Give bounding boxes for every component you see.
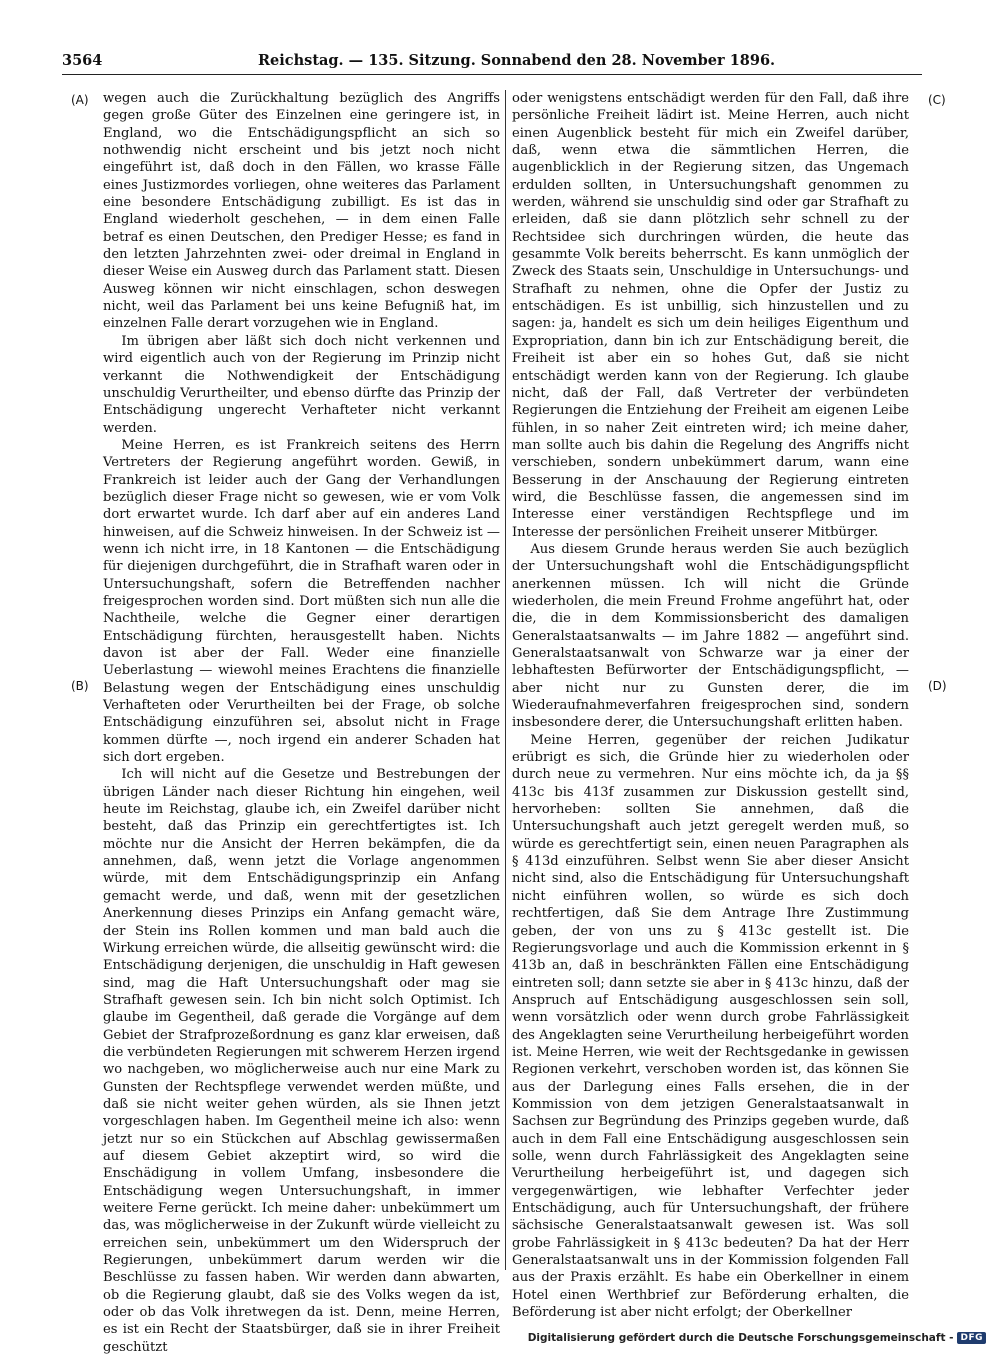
margin-marker-d: (D) bbox=[928, 679, 947, 693]
margin-marker-b: (B) bbox=[71, 679, 89, 693]
page-number: 3564 bbox=[62, 52, 103, 69]
paragraph: oder wenigstens entschädigt werden für den Fall, daß ihre persönliche Freiheit lädirt ist. Meine Herren, auch nicht einen Augenblick besteht für mich ein Zweifel darüber, daß, wenn etwa die sämmtlichen Herren, die augenblicklich in der Regierung sitzen, das Ungemach erdulden sollten, in Untersuchungshaft genommen zu werden, während sie unschuldig sind oder gar Strafhaft zu erleiden, daß sie dann plötzlich sehr schnell zu der Rechtsidee sich durchringen würden, die heute das gesammte Volk bereits beherrscht. Es kann unmöglich der Zweck des Staats sein, Unschuldige in Untersuchungs- und Strafhaft zu nehmen, ohne die Opfer der Justiz zu entschädigen. Es ist unbillig, sich hinzustellen und zu sagen: ja, handelt es sich um dein heiliges Eigenthum und Expropriation, dann bin ich zur Entschädigung bereit, die Freiheit ist aber ein so hohes Gut, daß sie nicht entschädigt werden kann von der Regierung. Ich glaube nicht, daß der Fall, daß Vertreter der verbündeten Regierungen die Entziehung der Freiheit am eigenen Leibe fühlen, in so naher Zeit eintreten wird; ich meine daher, man sollte auch bis dahin die Regelung des Angriffs nicht verschieben, sondern unbekümmert darum, wann eine Besserung in der Anschauung der Regierung eintreten wird, die Beschlüsse fassen, die angemessen sind im Interesse einer verständigen Rechtspflege und im Interesse der persönlichen Freiheit unserer Mitbürger. bbox=[512, 91, 909, 540]
digitization-footer bbox=[528, 1330, 986, 1346]
margin-marker-c: (C) bbox=[928, 93, 946, 107]
column-divider bbox=[505, 90, 506, 1270]
paragraph: Ich will nicht auf die Gesetze und Bestrebungen der übrigen Länder nach dieser Richtung hin eingehen, weil heute im Reichstag, glaube ich, ein Zweifel darüber nicht besteht, daß das Prinzip ein gerechtfertigtes ist. Ich möchte nur die Ansicht der Herren bekämpfen, die da annehmen, daß, wenn jetzt die Vorlage angenommen würde, mit dem Entschädigungsprinzip ein Anfang gemacht werde, und daß, wenn mit der gesetzlichen Anerkennung dieses Prinzips ein Anfang gemacht wäre, der Stein ins Rollen kommen und man bald auch die Wirkung erreichen würde, die allseitig gewünscht wird: die Entschädigung derjenigen, die unschuldig in Haft gewesen sind, mag die Haft Untersuchungshaft oder mag sie Strafhaft gewesen sein. Ich bin nicht solch Optimist. Ich glaube im Gegentheil, daß gerade die Vorgänge auf dem Gebiet der Strafprozeßordnung es ganz klar erweisen, daß die verbündeten Regierungen mit schwerem Herzen irgend wo nachgeben, wo möglicherweise auch nur eine Mark zu Gunsten der Rechtspflege verwendet werden müßte, und daß sie nicht weiter gehen würden, als sie Ihnen jetzt vorgeschlagen haben. Im Gegentheil meine ich also: wenn jetzt nur so ein Stückchen auf Abschlag gewissermaßen auf diesem Gebiet akzeptirt wird, so wird die Enschädigung in vollem Umfang, insbesondere die Entschädigung wegen Untersuchungshaft, in immer weitere Ferne gerückt. Ich meine daher: unbekümmert um das, was möglicherweise in der Zukunft würde vielleicht zu erreichen sein, unbekümmert um den Widerspruch der Regierungen, unbekümmert darum werden wir die Beschlüsse zu fassen haben. Wir werden dann abwarten, ob die Regierung glaubt, daß sie des Volks wegen da ist, oder ob das Volk ihretwegen da ist. Denn, meine Herren, es ist ein Recht der Staatsbürger, daß sie in ihrer Freiheit geschützt bbox=[103, 767, 500, 1355]
paragraph: Meine Herren, gegenüber der reichen Judikatur erübrigt es sich, die Gründe hier zu wiederholen oder durch neue zu vermehren. Nur eins möchte ich, da ja §§ 413c bis 413f zusammen zur Diskussion gestellt sind, hervorheben: sollten Sie annehmen, daß die Untersuchungshaft auch jetzt geregelt werden muß, so würde es gerechtfertigt sein, einen neuen Paragraphen als § 413d einzuführen. Selbst wenn Sie aber dieser Ansicht nicht sind, also die Entschädigung für Untersuchungshaft nicht einführen wollen, so würde es sich doch rechtfertigen, daß Sie dem Antrage Ihre Zustimmung geben, der von uns zu § 413c gestellt ist. Die Regierungsvorlage und auch die Kommission erkennt in § 413b an, daß in beschränkten Fällen eine Entschädigung eintreten soll; dann setzte sie aber in § 413c hinzu, daß der Anspruch auf Entschädigung ausgeschlossen sein soll, wenn vorsätzlich oder wenn durch grobe Fahrlässigkeit des Angeklagten seine Verurtheilung herbeigeführt worden ist. Meine Herren, wie weit der Rechtsgedanke in gewissen Regionen verkehrt, verschoben worden ist, das können Sie aus der Darlegung eines Falls ersehen, die in der Kommission von dem jetzigen Generalstaatsanwalt in Sachsen zur Begründung des Prinzips gegeben wurde, daß auch in dem Fall eine Entschädigung ausgeschlossen sein solle, wenn durch Fahrlässigkeit des Angeklagten seine Verurtheilung herbeigeführt ist, und dagegen sich vergegenwärtigen, wie lebhafter Verfechter jeder Entschädigung, auch für Untersuchungshaft, der frühere sächsische Generalstaatsanwalt gewesen ist. Was soll grobe Fahrlässigkeit in § 413c bedeuten? Da hat der Herr Generalstaatsanwalt uns in der Kommission folgenden Fall aus der Praxis erzählt. Es habe ein Oberkellner in einem Hotel einen Werthbrief zur Beförderung erhalten, die Beförderung ist aber nicht erfolgt; der Oberkellner bbox=[512, 732, 909, 1321]
dfg-logo: DFG bbox=[957, 1332, 986, 1344]
running-header bbox=[62, 50, 922, 75]
footer-credit: Digitalisierung gefördert durch die Deutsche Forschungsgemeinschaft - bbox=[527, 1332, 954, 1344]
paragraph: wegen auch die Zurückhaltung bezüglich des Angriffs gegen große Güter des Einzelnen eine geringere ist, in England, wo die Entschädigungspflicht an sich so nothwendig nicht erscheint und bis jetzt noch nicht eingeführt ist, daß doch in den Fällen, wo krasse Fälle eines Justizmordes vorliegen, ohne weiteres das Parlament eine besondere Entschädigung zubilligt. Es ist das in England wiederholt geschehen, — in dem einen Falle betraf es einen Deutschen, den Prediger Hesse; es fand in den letzten Jahrzehnten zwei- oder dreimal in England in dieser Weise ein Ausweg durch das Parlament statt. Diesen Ausweg können wir nicht einschlagen, schon deswegen nicht, weil das Parlament bei uns keine Befugniß hat, im einzelnen Falle derart vorzugehen wie in England. bbox=[103, 91, 500, 332]
running-title: Reichstag. — 135. Sitzung. Sonnabend den 28. November 1896. bbox=[258, 52, 776, 69]
margin-marker-a: (A) bbox=[71, 93, 89, 107]
left-column bbox=[103, 90, 500, 1355]
paragraph: Aus diesem Grunde heraus werden Sie auch bezüglich der Untersuchungshaft wohl die Entschädigungspflicht anerkennen müssen. Ich will nicht die Gründe wiederholen, die mein Freund Frohme angeführt hat, oder die, die in dem Kommissionsbericht des damaligen Generalstaatsanwalts — im Jahre 1882 — angeführt sind. Generalstaatsanwalt von Schwarze war ja einer der lebhaftesten Befürworter der Entschädigungspflicht, — aber nicht nur zu Gunsten derer, die im Wiederaufnahmeverfahren freigesprochen sind, sondern insbesondere derer, die Untersuchungshaft erlitten haben. bbox=[512, 541, 909, 731]
paragraph: Im übrigen aber läßt sich doch nicht verkennen und wird eigentlich auch von der Regierung im Prinzip nicht verkannt die Nothwendigkeit der Entschädigung unschuldig Verurtheilter, und ebenso dürfte das Prinzip der Entschädigung ungerecht Verhafteter nicht verkannt werden. bbox=[103, 333, 500, 436]
paragraph: Meine Herren, es ist Frankreich seitens des Herrn Vertreters der Regierung angeführt worden. Gewiß, in Frankreich ist leider auch der Gang der Verhandlungen bezüglich dieser Frage nicht so gewesen, wie er vom Volk dort erwartet wurde. Ich darf aber auf ein anderes Land hinweisen, auf die Schweiz hinweisen. In der Schweiz ist — wenn ich nicht irre, in 18 Kantonen — die Entschädigung für diejenigen durchgeführt, die in Strafhaft waren oder in Untersuchungshaft, sofern die Betreffenden nachher freigesprochen worden sind. Dort müßten sich nun alle die Nachtheile, welche die Gegner einer derartigen Entschädigung fürchten, herausgestellt haben. Nichts davon ist aber der Fall. Weder eine finanzielle Ueberlastung — wiewohl meines Erachtens die finanzielle Belastung wegen der Entschädigung eines unschuldig Verhafteten oder Verurtheilten bei der Frage, ob solche Entschädigung einzuführen sei, absolut nicht in Frage kommen dürfte —, noch irgend ein anderer Schaden hat sich dort ergeben. bbox=[103, 437, 500, 766]
right-column bbox=[512, 90, 909, 1321]
